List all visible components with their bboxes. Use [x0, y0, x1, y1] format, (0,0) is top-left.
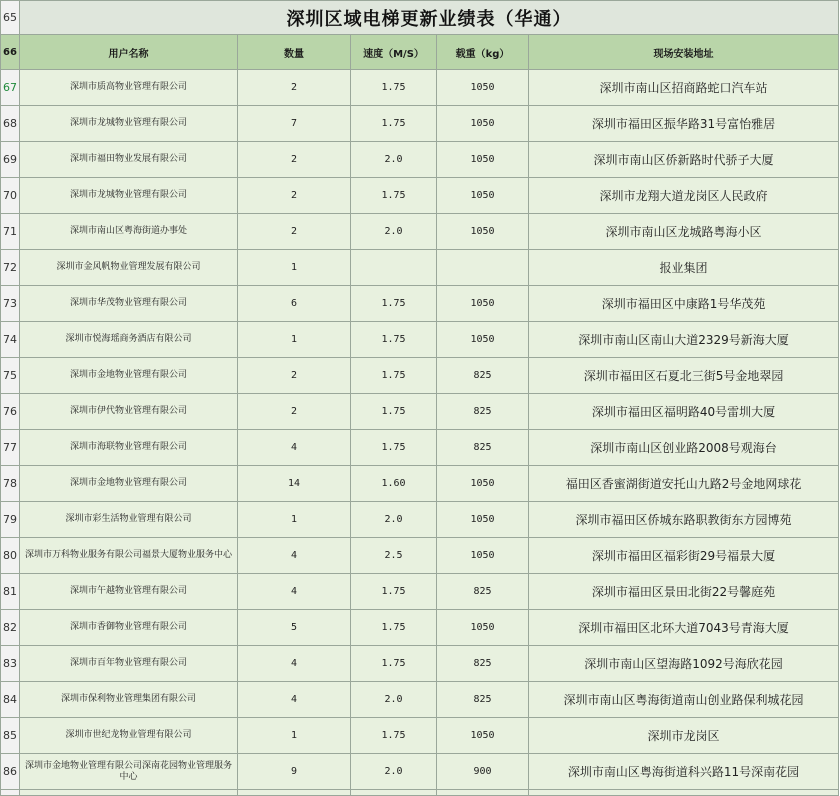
cell-customer-name[interactable]: 深圳市质高物业管理有限公司: [20, 70, 238, 106]
cell-speed[interactable]: 2.0: [351, 754, 437, 790]
row-header[interactable]: 65: [1, 1, 20, 35]
cell-quantity[interactable]: 2: [238, 178, 351, 214]
table-row: [1, 322, 839, 358]
cell-customer-name[interactable]: 深圳市保利物业管理集团有限公司: [20, 682, 238, 718]
header-load[interactable]: 载重（kg）: [437, 35, 529, 70]
row-header[interactable]: 71: [1, 214, 20, 250]
header-customer-name[interactable]: 用户名称: [20, 35, 238, 70]
row-header[interactable]: 81: [1, 574, 20, 610]
table-row: [1, 646, 839, 682]
cell-address[interactable]: 深圳市南山区创业路2008号观海台: [529, 430, 839, 466]
cell-customer-name[interactable]: 深圳市百年物业管理有限公司: [20, 646, 238, 682]
table-row: [1, 538, 839, 574]
cell-speed[interactable]: 1.75: [351, 322, 437, 358]
cell-load[interactable]: 1050: [437, 142, 529, 178]
cell-address[interactable]: 深圳市南山区招商路蛇口汽车站: [529, 70, 839, 106]
cell-address[interactable]: 深圳市福田区福彩街29号福景大厦: [529, 538, 839, 574]
row-header[interactable]: 85: [1, 718, 20, 754]
cell-customer-name[interactable]: 深圳市金风帆物业管理发展有限公司: [20, 250, 238, 286]
table-row: [1, 178, 839, 214]
cell-customer-name[interactable]: 深圳市悦海瑶商务酒店有限公司: [20, 322, 238, 358]
table-row: [1, 358, 839, 394]
cell-speed[interactable]: 1.75: [351, 718, 437, 754]
cell-address[interactable]: 深圳市福田区北环大道7043号青海大厦: [529, 610, 839, 646]
header-address[interactable]: 现场安装地址: [529, 35, 839, 70]
cell-load[interactable]: 825: [437, 358, 529, 394]
row-header[interactable]: [1, 790, 20, 796]
cell-load[interactable]: 1050: [437, 286, 529, 322]
cell-address[interactable]: 深圳市南山区粤海街道科兴路11号深南花园: [529, 754, 839, 790]
cell-quantity[interactable]: 1: [238, 718, 351, 754]
cell-address[interactable]: 深圳市南山区望海路1092号海欣花园: [529, 646, 839, 682]
cell-customer-name[interactable]: 深圳市龙城物业管理有限公司: [20, 106, 238, 142]
table-row: [1, 286, 839, 322]
cell-customer-name[interactable]: 深圳市世纪龙物业管理有限公司: [20, 718, 238, 754]
column-header-row: [1, 35, 839, 70]
row-header[interactable]: 80: [1, 538, 20, 574]
table-row: [1, 70, 839, 106]
row-header[interactable]: 86: [1, 754, 20, 790]
table-row: [1, 502, 839, 538]
cell-quantity[interactable]: 1: [238, 322, 351, 358]
row-header[interactable]: 79: [1, 502, 20, 538]
table-row: [1, 718, 839, 754]
cell-address[interactable]: 深圳市福田区侨城东路职教街东方园博苑: [529, 502, 839, 538]
cell-speed[interactable]: 1.75: [351, 646, 437, 682]
table-row: [1, 394, 839, 430]
cell-load[interactable]: 825: [437, 394, 529, 430]
row-header[interactable]: 83: [1, 646, 20, 682]
cell-address[interactable]: 深圳市福田区中康路1号华茂苑: [529, 286, 839, 322]
cell-load[interactable]: 1050: [437, 70, 529, 106]
cell-load[interactable]: 900: [437, 754, 529, 790]
cell-load[interactable]: 825: [437, 574, 529, 610]
cell-speed[interactable]: 1.75: [351, 358, 437, 394]
cell-address[interactable]: 报业集团: [529, 250, 839, 286]
cell-quantity[interactable]: 2: [238, 70, 351, 106]
cell-customer-name[interactable]: 深圳市福田物业发展有限公司: [20, 142, 238, 178]
row-header[interactable]: 73: [1, 286, 20, 322]
cell-speed[interactable]: 1.75: [351, 394, 437, 430]
cell-quantity[interactable]: 2: [238, 358, 351, 394]
cell-speed[interactable]: 1.75: [351, 430, 437, 466]
row-header[interactable]: 77: [1, 430, 20, 466]
cell-customer-name[interactable]: 深圳市华茂物业管理有限公司: [20, 286, 238, 322]
cell-quantity[interactable]: 1: [238, 250, 351, 286]
cell-load[interactable]: 825: [437, 682, 529, 718]
header-speed[interactable]: 速度（M/S）: [351, 35, 437, 70]
cell-speed[interactable]: 1.60: [351, 466, 437, 502]
cell-customer-name[interactable]: 深圳市海联物业管理有限公司: [20, 430, 238, 466]
cell-speed[interactable]: 1.75: [351, 70, 437, 106]
cell-customer-name[interactable]: 深圳市伊代物业管理有限公司: [20, 394, 238, 430]
cell-customer-name[interactable]: 深圳市金地物业管理有限公司: [20, 466, 238, 502]
row-header[interactable]: 69: [1, 142, 20, 178]
cell-quantity[interactable]: 2: [238, 394, 351, 430]
cell-quantity[interactable]: 6: [238, 286, 351, 322]
cell-load[interactable]: 1050: [437, 718, 529, 754]
cell-load[interactable]: 1050: [437, 322, 529, 358]
table-row: [1, 574, 839, 610]
cell-address[interactable]: 深圳市福田区石夏北三街5号金地翠园: [529, 358, 839, 394]
table-row: [1, 682, 839, 718]
cell-customer-name[interactable]: 深圳市香御物业管理有限公司: [20, 610, 238, 646]
cell-quantity[interactable]: 9: [238, 754, 351, 790]
cell-speed[interactable]: 2.5: [351, 538, 437, 574]
cell-load[interactable]: 825: [437, 430, 529, 466]
cell-speed[interactable]: 1.75: [351, 286, 437, 322]
cell-speed[interactable]: 1.75: [351, 178, 437, 214]
cell-quantity[interactable]: 4: [238, 430, 351, 466]
cell-quantity[interactable]: 2: [238, 142, 351, 178]
cell-quantity[interactable]: 5: [238, 610, 351, 646]
cell-address[interactable]: 深圳市福田区福明路40号雷圳大厦: [529, 394, 839, 430]
cell-address[interactable]: 福田区香蜜湖街道安托山九路2号金地网球花: [529, 466, 839, 502]
row-header[interactable]: 67: [1, 70, 20, 106]
cell-quantity[interactable]: 1: [238, 502, 351, 538]
cell-quantity[interactable]: 4: [238, 646, 351, 682]
header-quantity[interactable]: 数量: [238, 35, 351, 70]
cell-customer-name[interactable]: 深圳市午越物业管理有限公司: [20, 574, 238, 610]
cell-quantity[interactable]: 7: [238, 106, 351, 142]
cell-speed[interactable]: 2.0: [351, 214, 437, 250]
row-header[interactable]: 74: [1, 322, 20, 358]
cell-load[interactable]: 1050: [437, 214, 529, 250]
row-header[interactable]: 75: [1, 358, 20, 394]
cell-address[interactable]: 深圳市福田区景田北街22号馨庭苑: [529, 574, 839, 610]
cell-address[interactable]: 深圳市南山区龙城路粤海小区: [529, 214, 839, 250]
table-row: [1, 610, 839, 646]
cell-load[interactable]: 1050: [437, 538, 529, 574]
cell-customer-name[interactable]: 深圳市金地物业管理有限公司深南花园物业管理服务中心: [20, 754, 238, 790]
cell-load[interactable]: [437, 250, 529, 286]
cell-address[interactable]: 深圳市南山区侨新路时代骄子大厦: [529, 142, 839, 178]
cell-load[interactable]: 1050: [437, 610, 529, 646]
cell-quantity[interactable]: 14: [238, 466, 351, 502]
cell-speed[interactable]: 2.0: [351, 142, 437, 178]
cell-address[interactable]: 深圳市南山区南山大道2329号新海大厦: [529, 322, 839, 358]
table-row: [1, 142, 839, 178]
cell-customer-name[interactable]: 深圳市金地物业管理有限公司: [20, 358, 238, 394]
table-row: [1, 466, 839, 502]
cell-speed[interactable]: 1.75: [351, 106, 437, 142]
cell[interactable]: [529, 790, 839, 796]
partial-row: [1, 790, 839, 796]
cell-speed[interactable]: 2.0: [351, 502, 437, 538]
cell-load[interactable]: 1050: [437, 106, 529, 142]
row-header[interactable]: 66: [1, 35, 20, 70]
cell-speed[interactable]: 2.0: [351, 682, 437, 718]
cell-load[interactable]: 1050: [437, 466, 529, 502]
row-header[interactable]: 72: [1, 250, 20, 286]
cell[interactable]: [20, 790, 238, 796]
cell-speed[interactable]: 1.75: [351, 610, 437, 646]
row-header[interactable]: 70: [1, 178, 20, 214]
cell-load[interactable]: 1050: [437, 502, 529, 538]
cell-address[interactable]: 深圳市南山区粤海街道南山创业路保利城花园: [529, 682, 839, 718]
cell-quantity[interactable]: 4: [238, 538, 351, 574]
cell[interactable]: [238, 790, 351, 796]
cell-address[interactable]: 深圳市龙岗区: [529, 718, 839, 754]
cell[interactable]: [351, 790, 437, 796]
row-header[interactable]: 84: [1, 682, 20, 718]
row-header[interactable]: 76: [1, 394, 20, 430]
cell-quantity[interactable]: 2: [238, 214, 351, 250]
table-row: [1, 214, 839, 250]
table-row: [1, 754, 839, 790]
row-header[interactable]: 78: [1, 466, 20, 502]
row-header[interactable]: 82: [1, 610, 20, 646]
cell-speed[interactable]: 1.75: [351, 574, 437, 610]
cell-quantity[interactable]: 4: [238, 574, 351, 610]
cell-load[interactable]: 1050: [437, 178, 529, 214]
table-row: [1, 430, 839, 466]
sheet-title[interactable]: 深圳区域电梯更新业绩表（华通）: [20, 1, 839, 35]
cell-load[interactable]: 825: [437, 646, 529, 682]
cell-customer-name[interactable]: 深圳市南山区粤海街道办事处: [20, 214, 238, 250]
row-header[interactable]: 68: [1, 106, 20, 142]
cell-speed[interactable]: [351, 250, 437, 286]
cell-quantity[interactable]: 4: [238, 682, 351, 718]
title-row: [1, 1, 839, 35]
cell-address[interactable]: 深圳市福田区振华路31号富怡雅居: [529, 106, 839, 142]
table-row: [1, 106, 839, 142]
cell-customer-name[interactable]: 深圳市彩生活物业管理有限公司: [20, 502, 238, 538]
cell-customer-name[interactable]: 深圳市龙城物业管理有限公司: [20, 178, 238, 214]
cell-customer-name[interactable]: 深圳市万科物业服务有限公司福景大厦物业服务中心: [20, 538, 238, 574]
cell[interactable]: [437, 790, 529, 796]
cell-address[interactable]: 深圳市龙翔大道龙岗区人民政府: [529, 178, 839, 214]
table-row: [1, 250, 839, 286]
